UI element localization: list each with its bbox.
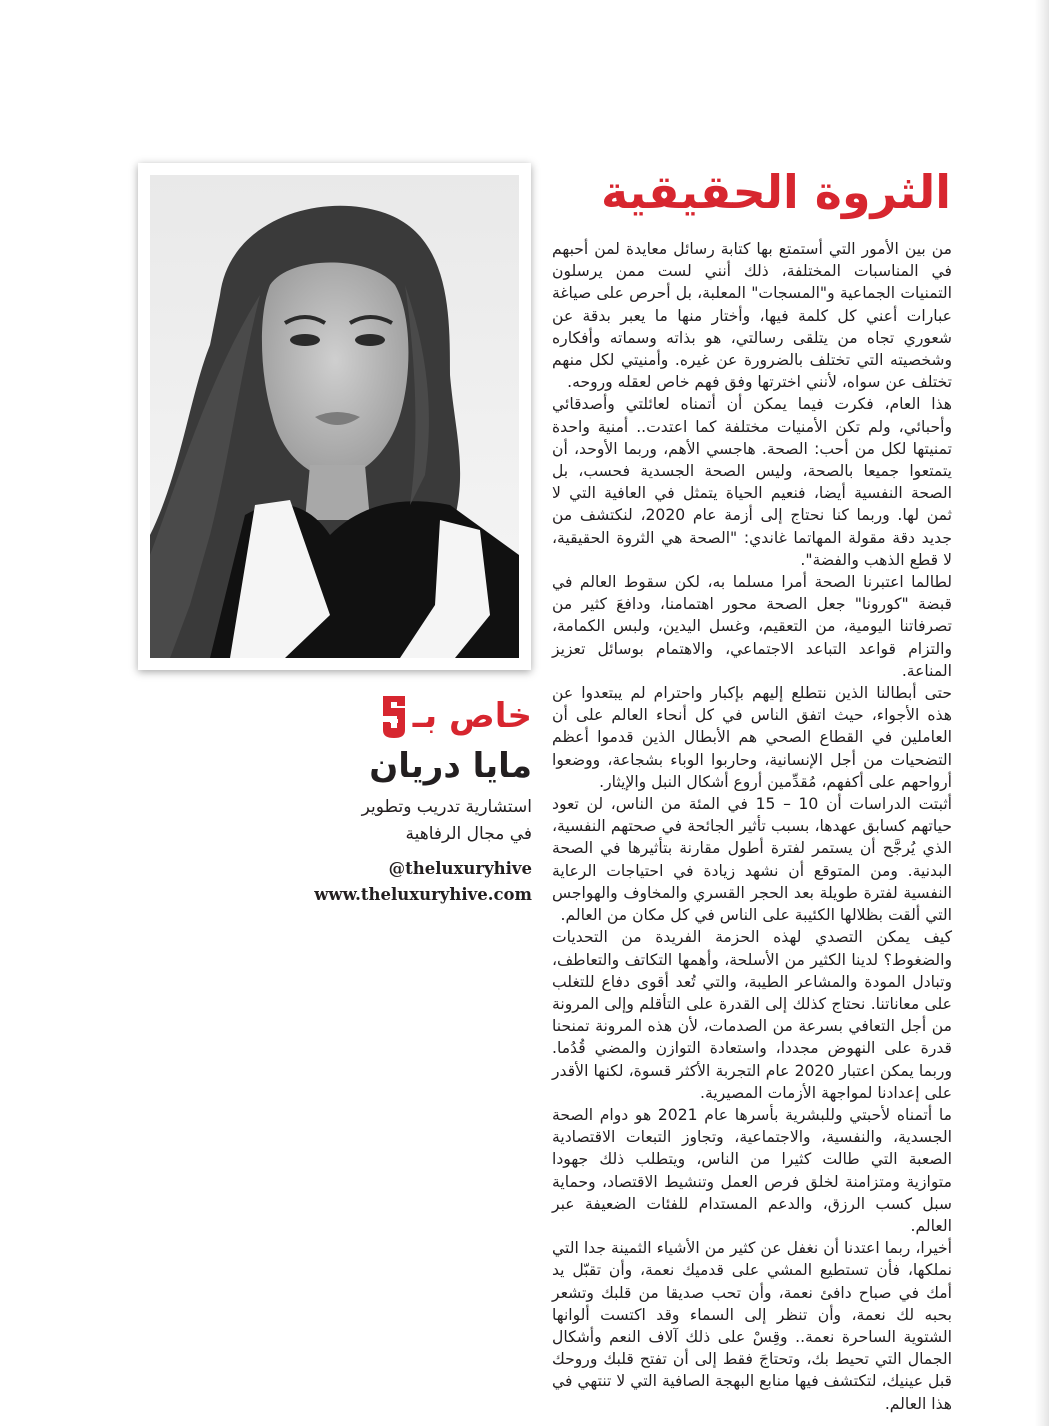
social-handle-link[interactable]: @theluxuryhive (388, 859, 532, 878)
author-portrait (150, 175, 519, 658)
article-title: الثروة الحقيقية (600, 165, 951, 219)
author-photo-frame (138, 163, 531, 670)
article-paragraph: لطالما اعتبرنا الصحة أمرا مسلما به، لكن سقوط العالم في قبضة "كورونا" جعل الصحة محور اهتمامنا، ودافعَ كثير من تصرفاتنا اليومية، من التعقيم، وغسل اليدين، ولبس الكمامة، والتزام قواعد التباعد الاجتماعي، والاهتمام بوسائل تعزيز المناعة. (552, 573, 952, 680)
article-paragraph: ما أتمناه لأحبتي وللبشرية بأسرها عام 2021 هو دوام الصحة الجسدية، والنفسية، والاجتماعية، وتجاوز التبعات الاقتصادية الصعبة التي طالت كثيرا من الناس، ويتطلب ذلك جهودا متوازية ومتزامنة لخلق فرص العمل وتنشيط الاقتصاد، وحماية سبل كسب الرزق، والدعم المستدام للفئات الضعيفة عبر العالم. (552, 1105, 952, 1235)
author-role-line-2: في مجال الرفاهية (405, 824, 532, 844)
article-paragraph: أخيرا، ربما اعتدنا أن نغفل عن كثير من الأشياء الثمينة جدا التي نملكها، فأن تستطيع المشي على قدميك نعمة، وأن تقبّل يد أمك في صباح دافئ نعمة، وأن تحب صديقا من قلبك وتشعر بحبه لك نعمة، وأن تنظر إلى السماء وقد اكتست ألوانها الشتوية الساحرة نعمة.. وقِسْ على ذلك آلاف النعم وأشكال الجمال التي تحيط بك، وتحتاجَ فقط إلى أن تفتح قلبك وروحك قبل عينيك، لتكتشف فيها منابع البهجة الصافية التي لا تنتهي في هذا العالم. (552, 1239, 952, 1413)
portrait-illustration (150, 175, 519, 658)
article-body (552, 238, 952, 1415)
exclusive-label: خاص بـ (412, 696, 532, 736)
author-role-line-1: استشارية تدريب وتطوير (361, 797, 532, 817)
author-byline (300, 690, 532, 908)
website-link[interactable]: www.theluxuryhive.com (314, 885, 532, 904)
hayat-logo-icon (379, 692, 409, 740)
article-paragraph: هذا العام، فكرت فيما يمكن أن أتمناه لعائلتي وأصدقائي وأحبائي، ولم تكن الأمنيات مختلفة كما اعتدت.. أمنية واحدة تمنيتها لكل من أحب: الصحة. هاجسي الأهم، وربما الأوحد، أن يتمتعوا جميعا بالصحة، وليس الصحة الجسدية فحسب، بل الصحة النفسية أيضا، فنعيم الحياة يتمثل في العافية التي لا ثمن لها. وربما كنا نحتاج إلى أزمة عام 2020، لنكتشف من جديد دقة مقولة المهاتما غاندي: "الصحة هي الثروة الحقيقية، لا قطع الذهب والفضة". (552, 395, 952, 569)
article-paragraph: أثبتت الدراسات أن 10 – 15 في المئة من الناس، لن تعود حياتهم كسابق عهدها، بسبب تأثير الجائحة في صحتهم النفسية، الذي يُرجَّح أن يستمر لفترة أطول مقارنة بتأثيرها في الصحة البدنية. ومن المتوقع أن نشهد زيادة في احتياجات الرعاية النفسية لفترة طويلة بعد الحجر القسري والمخاوف والهواجس التي ألقت بظلالها الكئيبة على الناس في كل مكان من العالم. (552, 795, 952, 925)
article-paragraph: من بين الأمور التي أستمتع بها كتابة رسائل معايدة لمن أحبهم في المناسبات المختلفة، ذلك أنني لست ممن يرسلون التمنيات الجماعية و"المسجات" المعلبة، بل أحرص على صياغة عبارات أعني كل كلمة فيها، وأختار منها ما يعبر بدقة عن شعوري تجاه من يتلقى رسالتي، هو بذاته وسماته وأفكاره وشخصيته التي تختلف بالضرورة عن غيره. وأمنيتي لكل منهم تختلف عن سواه، لأنني اخترتها وفق فهم خاص لعقله وروحه. (552, 240, 952, 392)
article-paragraph: كيف يمكن التصدي لهذه الحزمة الفريدة من التحديات والضغوط؟ لدينا الكثير من الأسلحة، وأهمها التكاتف والتعاطف، وتبادل المودة والمشاعر الطيبة، والتي تُعد أقوى دفاع للتغلب على معاناتنا. نحتاج كذلك إلى القدرة على التأقلم وإلى المرونة من أجل التعافي بسرعة من الصدمات، لأن هذه المرونة تمنحنا قدرة على النهوض مجددا، واستعادة التوازن والمضي قُدُما. وربما يمكن اعتبار 2020 عام التجربة الأكثر قسوة، لكنها الأقدر على إعدادنا لمواجهة الأزمات المصيرية. (552, 928, 952, 1102)
author-name: مايا دريان (369, 746, 532, 786)
page-edge-shadow (1035, 0, 1049, 1426)
article-paragraph: حتى أبطالنا الذين نتطلع إليهم بإكبار واحترام لم يبتعدوا عن هذه الأجواء، حيث اتفق الناس في كل أنحاء العالم على أن العاملين في القطاع الصحي هم الأبطال الذين قدموا أعظم التضحيات من أجل الإنسانية، وحاربوا الوباء بشجاعة، ووضعوا أرواحهم على أكفهم، مُقدِّمين أروع أشكال النبل والإيثار. (552, 684, 952, 791)
exclusive-brand (300, 690, 532, 742)
